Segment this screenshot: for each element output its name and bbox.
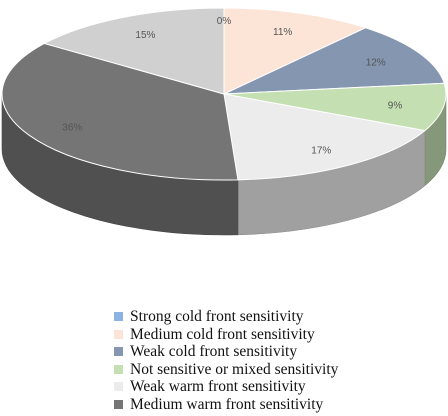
pie-slice-label-4: 17%: [311, 145, 332, 157]
legend-label: Medium warm front sensitivity: [130, 395, 324, 413]
legend-label: Weak warm front sensitivity: [130, 378, 306, 395]
legend-item: [114, 326, 434, 344]
legend-swatch: [114, 400, 123, 409]
legend-swatch: [114, 330, 123, 339]
legend-item: [114, 396, 434, 414]
legend-label: Strong cold front sensitivity: [130, 308, 304, 325]
pie-slice-label-5: 36%: [62, 122, 83, 134]
legend: [114, 308, 434, 413]
legend-swatch: [114, 365, 123, 374]
legend-label: Weak cold front sensitivity: [130, 343, 298, 360]
legend-item: [114, 378, 434, 396]
legend-swatch: [114, 347, 123, 356]
legend-item: [114, 308, 434, 326]
legend-item: [114, 361, 434, 379]
pie-slice-label-2: 12%: [365, 57, 386, 69]
legend-item: [114, 343, 434, 361]
pie-slice-label-3: 9%: [387, 100, 403, 112]
pie-top-layer: [2, 8, 446, 180]
legend-swatch: [114, 382, 123, 391]
pie-slice-label-0: 0%: [216, 16, 232, 27]
legend-swatch: [114, 312, 123, 321]
legend-label: Not sensitive or mixed sensitivity: [130, 360, 339, 378]
pie-slice-label-1: 11%: [273, 26, 293, 38]
legend-label: Medium cold front sensitivity: [130, 325, 315, 343]
pie-slice-label-6: 15%: [135, 30, 156, 42]
